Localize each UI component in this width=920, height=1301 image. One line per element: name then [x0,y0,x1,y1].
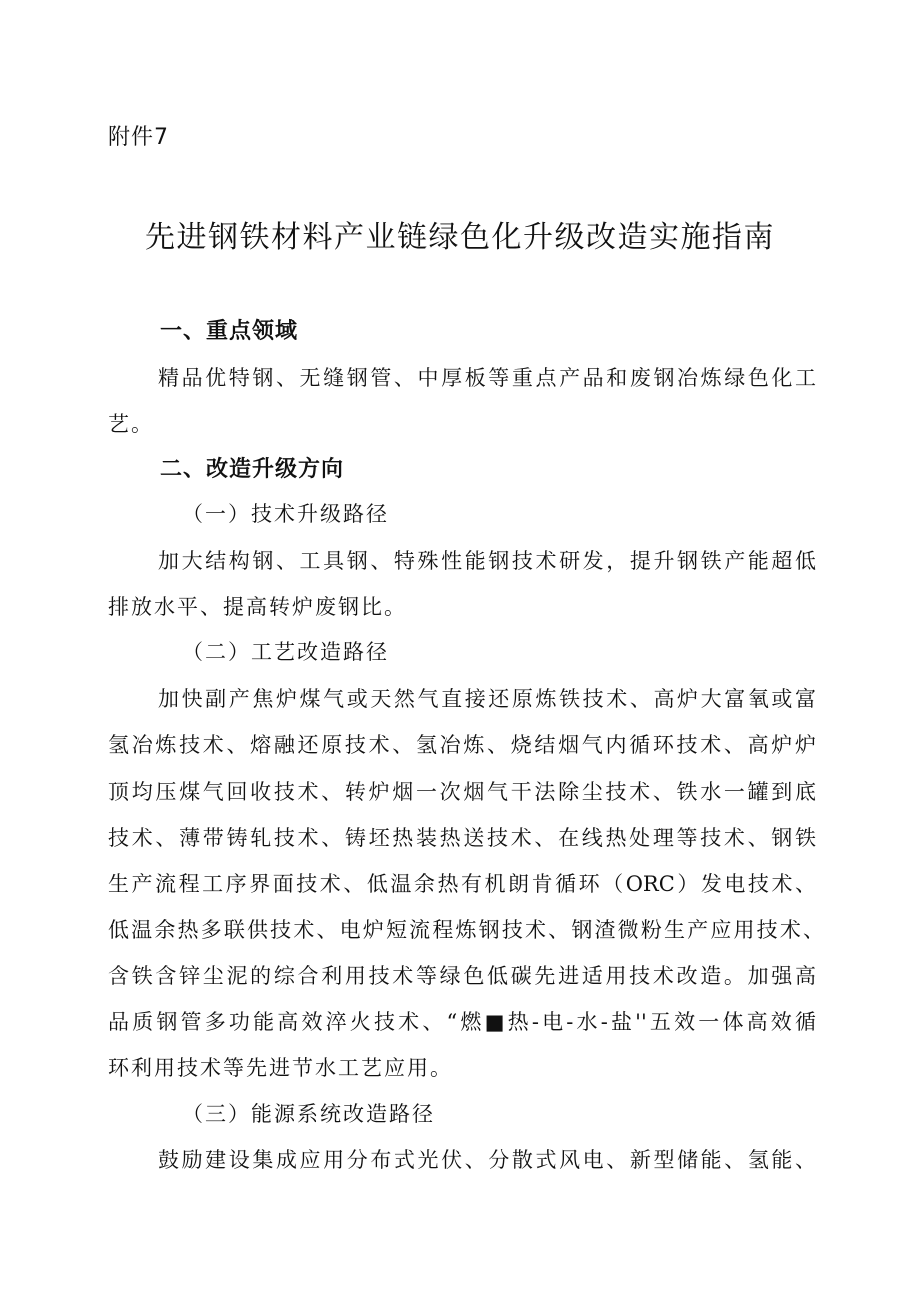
paragraph-line: 加大结构钢、工具钢、特殊性能钢技术研发，提升钢铁产能超低 [158,549,816,573]
paragraph-line: 品质钢管多功能高效淬火技术、“燃■热-电-水-盐''五效一体高效循 [108,1010,816,1034]
paragraph-line: 氢冶炼技术、熔融还原技术、氢冶炼、烧结烟气内循环技术、高炉炉 [108,733,816,757]
paragraph-line: 鼓励建设集成应用分布式光伏、分散式风电、新型储能、氢能、 [158,1148,816,1172]
paragraph-line: 低温余热多联供技术、电炉短流程炼钢技术、钢渣微粉生产应用技术、 [108,918,824,942]
paragraph-line: 含铁含锌尘泥的综合利用技术等绿色低碳先进适用技术改造。加强高 [108,964,816,988]
section-heading-key-areas: 一、重点领域 [160,319,299,344]
paragraph-line: 环利用技术等先进节水工艺应用。 [108,1056,453,1080]
paragraph-line: 加快副产焦炉煤气或天然气直接还原炼铁技术、高炉大富氧或富 [158,687,816,711]
paragraph-line: 精品优特钢、无缝钢管、中厚板等重点产品和废钢冶炼绿色化工 [158,366,816,390]
document-title: 先进钢铁材料产业链绿色化升级改造实施指南 [145,220,775,255]
subsection-heading-process-path: （二）工艺改造路径 [182,640,389,664]
section-heading-upgrade-direction: 二、改造升级方向 [160,457,345,482]
paragraph-line: 生产流程工序界面技术、低温余热有机朗肯循环（ORC）发电技术、 [108,872,816,896]
paragraph-line: 技术、薄带铸轧技术、铸坯热装热送技术、在线热处理等技术、钢铁 [108,826,816,850]
subsection-heading-energy-path: （三）能源系统改造路径 [182,1102,435,1126]
subsection-heading-tech-path: （一）技术升级路径 [182,502,389,526]
paragraph-line: 顶均压煤气回收技术、转炉烟一次烟气干法除尘技术、铁水一罐到底 [108,780,816,804]
attachment-label: 附件7 [108,125,169,150]
paragraph-line: 排放水平、提高转炉废钢比。 [108,595,407,619]
paragraph-line: 艺。 [108,412,154,436]
